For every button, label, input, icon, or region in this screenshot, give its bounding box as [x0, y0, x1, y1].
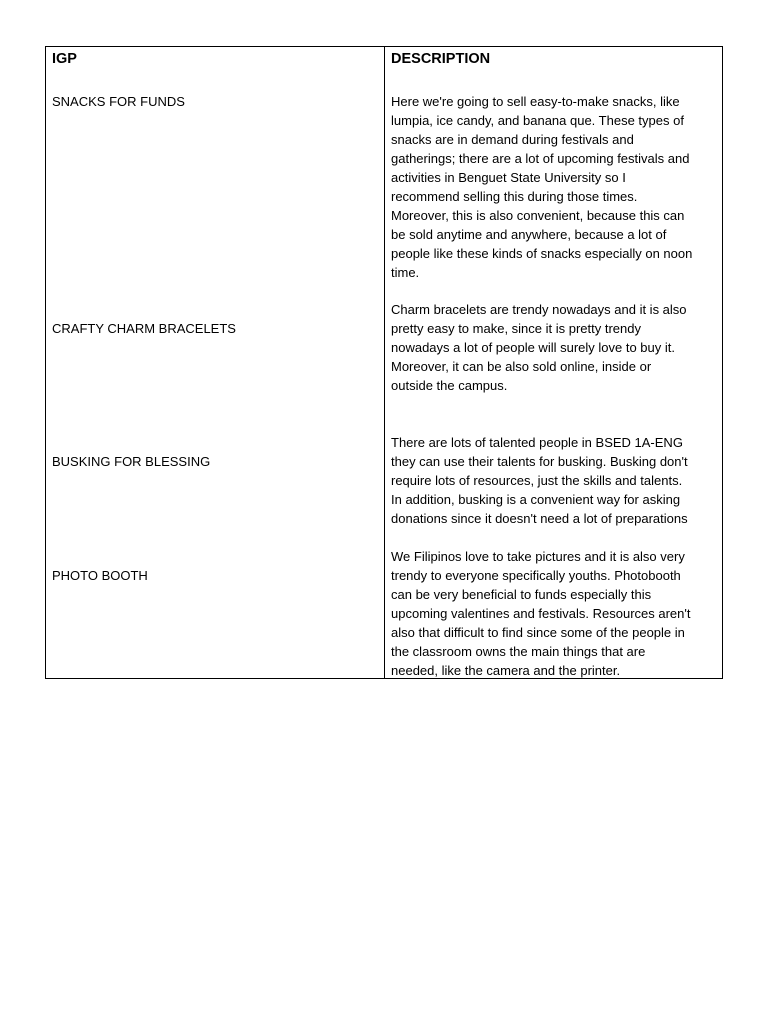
description-charm-bracelets: [391, 300, 717, 395]
description-line: donations since it doesn't need a lot of preparations: [391, 511, 688, 526]
description-line: the classroom owns the main things that are: [391, 644, 646, 659]
description-line: Moreover, it can be also sold online, inside or: [391, 359, 652, 374]
description-line: Moreover, this is also convenient, because this can: [391, 208, 685, 223]
description-line: also that difficult to find since some of the people in: [391, 625, 685, 640]
description-line: can be very beneficial to funds especially this: [391, 587, 652, 602]
column-divider: [384, 47, 385, 678]
description-line: There are lots of talented people in BSED 1A-ENG: [391, 435, 683, 450]
description-line: be sold anytime and anywhere, because a lot of: [391, 227, 667, 242]
description-line: In addition, busking is a convenient way for asking: [391, 492, 681, 507]
description-line: upcoming valentines and festivals. Resources aren't: [391, 606, 691, 621]
description-snacks: [391, 92, 717, 282]
igp-name-charm-bracelets: CRAFTY CHARM BRACELETS: [52, 321, 236, 336]
description-line: snacks are in demand during festivals and: [391, 132, 634, 147]
igp-name-busking: BUSKING FOR BLESSING: [52, 454, 211, 469]
description-line: lumpia, ice candy, and banana que. These types of: [391, 113, 684, 128]
description-line: activities in Benguet State University so I: [391, 170, 626, 185]
description-line: outside the campus.: [391, 378, 508, 393]
description-header: DESCRIPTION: [391, 51, 491, 67]
description-line: people like these kinds of snacks especially on noon: [391, 246, 693, 261]
description-line: We Filipinos love to take pictures and it is also very: [391, 549, 685, 564]
igp-header: IGP: [52, 51, 77, 67]
description-line: require lots of resources, just the skills and talents.: [391, 473, 683, 488]
description-busking: [391, 433, 717, 528]
description-line: Charm bracelets are trendy nowadays and it is also: [391, 302, 687, 317]
description-line: nowadays a lot of people will surely love to buy it.: [391, 340, 675, 355]
description-line: they can use their talents for busking. Busking don't: [391, 454, 688, 469]
description-line: needed, like the camera and the printer.: [391, 663, 621, 678]
description-line: pretty easy to make, since it is pretty trendy: [391, 321, 641, 336]
description-photo-booth: [391, 547, 717, 680]
description-line: gatherings; there are a lot of upcoming festivals and: [391, 151, 690, 166]
igp-table: [45, 46, 723, 679]
description-line: time.: [391, 265, 420, 280]
igp-name-snacks: SNACKS FOR FUNDS: [52, 94, 185, 109]
description-line: trendy to everyone specifically youths. Photobooth: [391, 568, 681, 583]
description-line: recommend selling this during those times.: [391, 189, 638, 204]
description-line: Here we're going to sell easy-to-make snacks, like: [391, 94, 680, 109]
igp-name-photo-booth: PHOTO BOOTH: [52, 568, 148, 583]
